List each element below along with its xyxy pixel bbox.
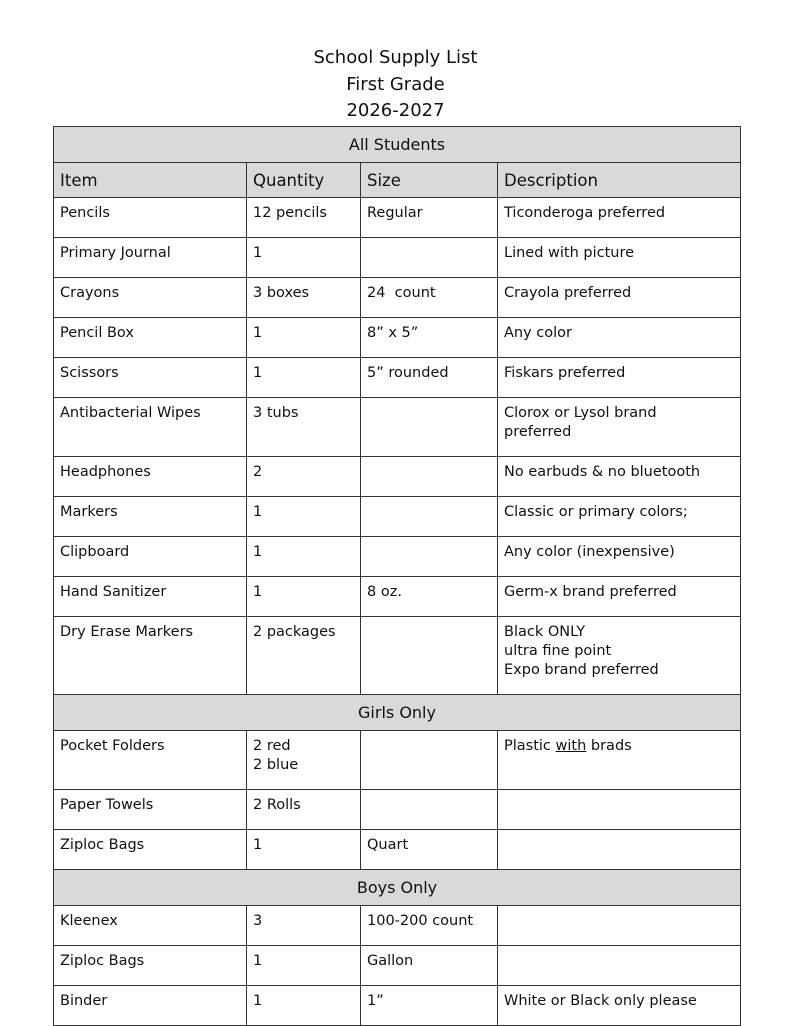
table-row <box>54 238 741 278</box>
size-cell: Regular <box>361 198 498 238</box>
size-cell: 5” rounded <box>361 358 498 398</box>
item-cell: Paper Towels <box>54 790 247 830</box>
table-row <box>54 278 741 318</box>
description-cell: Lined with picture <box>498 238 741 278</box>
item-cell: Ziploc Bags <box>54 946 247 986</box>
table-row <box>54 318 741 358</box>
size-cell: 1” <box>361 986 498 1026</box>
quantity-cell: 1 <box>247 537 361 577</box>
quantity-cell: 1 <box>247 238 361 278</box>
section-title: Boys Only <box>54 870 741 906</box>
item-cell: Markers <box>54 497 247 537</box>
description-cell: Any color <box>498 318 741 358</box>
quantity-line: 2 red <box>253 738 291 754</box>
size-cell <box>361 238 498 278</box>
table-row <box>54 986 741 1026</box>
description-text: brads <box>586 738 632 754</box>
item-cell: Ziploc Bags <box>54 830 247 870</box>
quantity-cell: 1 <box>247 358 361 398</box>
item-cell: Dry Erase Markers <box>54 617 247 695</box>
description-cell: White or Black only please <box>498 986 741 1026</box>
description-cell <box>498 790 741 830</box>
description-cell <box>498 946 741 986</box>
description-cell: Crayola preferred <box>498 278 741 318</box>
table-row <box>54 497 741 537</box>
size-cell: 24 count <box>361 278 498 318</box>
quantity-cell: 2 packages <box>247 617 361 695</box>
quantity-cell: 1 <box>247 986 361 1026</box>
description-line: Clorox or Lysol brand <box>504 405 657 421</box>
table-row <box>54 617 741 695</box>
section-header-girls-only <box>54 695 741 731</box>
description-cell: Ticonderoga preferred <box>498 198 741 238</box>
item-cell: Primary Journal <box>54 238 247 278</box>
quantity-cell: 3 boxes <box>247 278 361 318</box>
quantity-cell: 1 <box>247 830 361 870</box>
section-title: Girls Only <box>54 695 741 731</box>
size-cell: Quart <box>361 830 498 870</box>
item-cell: Pocket Folders <box>54 731 247 790</box>
table-row <box>54 198 741 238</box>
item-cell: Clipboard <box>54 537 247 577</box>
table-row <box>54 731 741 790</box>
description-line: Black ONLY <box>504 624 586 640</box>
description-line: Expo brand preferred <box>504 662 659 678</box>
description-cell: Classic or primary colors; <box>498 497 741 537</box>
document-title <box>0 45 791 125</box>
item-cell: Crayons <box>54 278 247 318</box>
quantity-cell: 1 <box>247 497 361 537</box>
table-row <box>54 537 741 577</box>
quantity-cell <box>247 731 361 790</box>
description-text: Plastic <box>504 738 556 754</box>
table-row <box>54 358 741 398</box>
table-row <box>54 790 741 830</box>
item-cell: Pencil Box <box>54 318 247 358</box>
quantity-cell: 1 <box>247 577 361 617</box>
column-header-quantity: Quantity <box>247 163 361 198</box>
quantity-cell: 2 Rolls <box>247 790 361 830</box>
table-row <box>54 398 741 457</box>
description-cell: Fiskars preferred <box>498 358 741 398</box>
item-cell: Binder <box>54 986 247 1026</box>
size-cell <box>361 537 498 577</box>
quantity-cell: 2 <box>247 457 361 497</box>
size-cell <box>361 617 498 695</box>
size-cell <box>361 731 498 790</box>
item-cell: Pencils <box>54 198 247 238</box>
section-header-boys-only <box>54 870 741 906</box>
quantity-cell: 1 <box>247 318 361 358</box>
quantity-cell: 3 <box>247 906 361 946</box>
size-cell <box>361 457 498 497</box>
size-cell: 8 oz. <box>361 577 498 617</box>
table-row <box>54 457 741 497</box>
size-cell: 100-200 count <box>361 906 498 946</box>
description-cell <box>498 830 741 870</box>
quantity-line: 2 blue <box>253 757 299 773</box>
size-cell: 8” x 5” <box>361 318 498 358</box>
description-cell: No earbuds & no bluetooth <box>498 457 741 497</box>
item-cell: Antibacterial Wipes <box>54 398 247 457</box>
table-row <box>54 830 741 870</box>
item-cell: Hand Sanitizer <box>54 577 247 617</box>
description-underlined-text: with <box>555 738 587 754</box>
item-cell: Headphones <box>54 457 247 497</box>
quantity-cell: 3 tubs <box>247 398 361 457</box>
title-line: School Supply List <box>313 47 478 68</box>
quantity-cell: 1 <box>247 946 361 986</box>
description-cell <box>498 731 741 790</box>
description-cell: Germ-x brand preferred <box>498 577 741 617</box>
table-row <box>54 577 741 617</box>
item-cell: Scissors <box>54 358 247 398</box>
size-cell <box>361 790 498 830</box>
table-row <box>54 906 741 946</box>
column-header-row <box>54 163 741 198</box>
column-header-item: Item <box>54 163 247 198</box>
description-cell: Any color (inexpensive) <box>498 537 741 577</box>
column-header-description: Description <box>498 163 741 198</box>
description-line: preferred <box>504 424 572 440</box>
quantity-cell: 12 pencils <box>247 198 361 238</box>
table-row <box>54 946 741 986</box>
section-title: All Students <box>54 127 741 163</box>
description-line: ultra fine point <box>504 643 612 659</box>
section-header-all-students <box>54 127 741 163</box>
size-cell: Gallon <box>361 946 498 986</box>
description-cell <box>498 617 741 695</box>
description-cell <box>498 906 741 946</box>
size-cell <box>361 497 498 537</box>
supply-table <box>53 126 741 1026</box>
title-line: 2026-2027 <box>346 100 445 121</box>
item-cell: Kleenex <box>54 906 247 946</box>
title-line: First Grade <box>346 73 445 95</box>
description-cell <box>498 398 741 457</box>
size-cell <box>361 398 498 457</box>
column-header-size: Size <box>361 163 498 198</box>
